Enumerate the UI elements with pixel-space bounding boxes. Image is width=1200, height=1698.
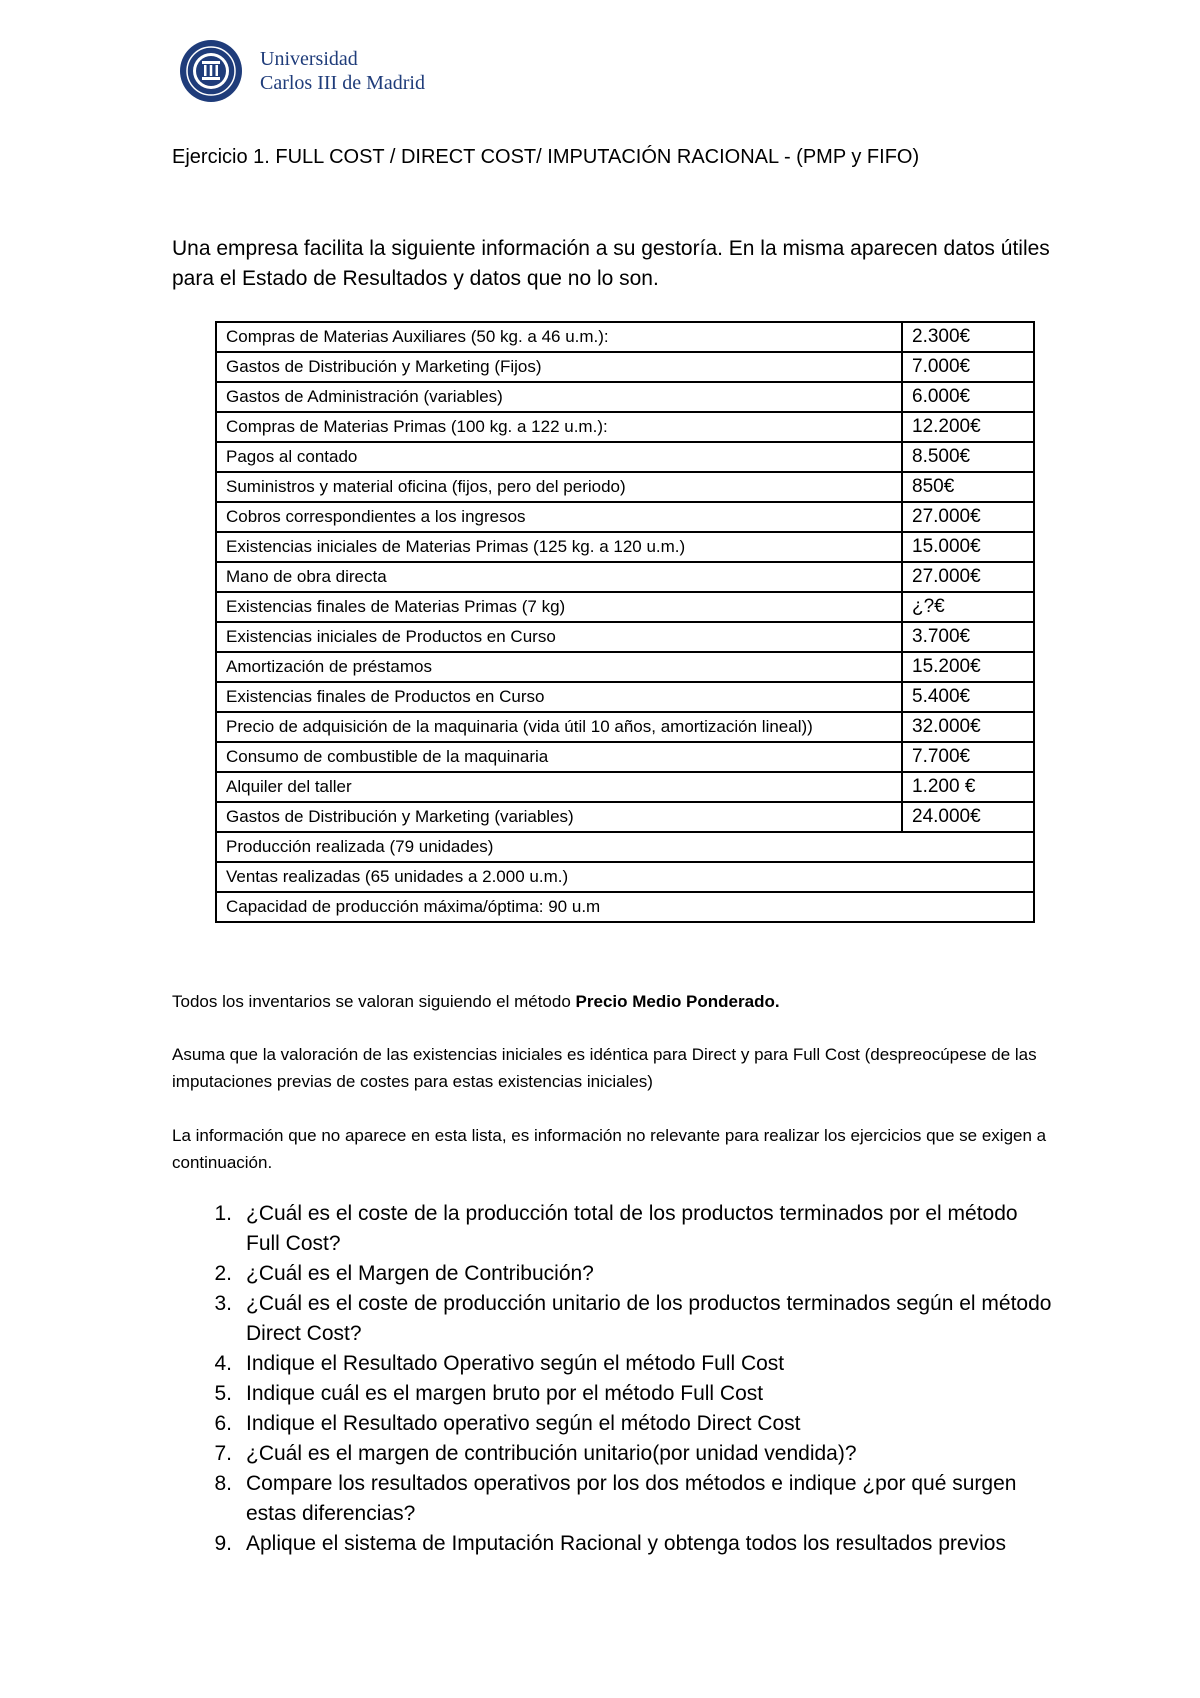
table-row-value: 12.200€ [902,412,1034,442]
table-row-label: Existencias finales de Productos en Curso [216,682,902,712]
table-row [216,892,1034,922]
question-item [172,1439,1052,1469]
table-row-value: 5.400€ [902,682,1034,712]
question-text: Indique cuál es el margen bruto por el método Full Cost [246,1382,764,1405]
table-row [216,442,1034,472]
university-name-line-1: Universidad [260,48,358,70]
table-row-value: 8.500€ [902,442,1034,472]
table-row [216,322,1034,352]
table-row [216,712,1034,742]
table-row-value: 6.000€ [902,382,1034,412]
question-number: 3. [214,1292,232,1315]
table-row [216,382,1034,412]
table-row [216,472,1034,502]
table-row [216,742,1034,772]
inventory-method-text: Todos los inventarios se valoran siguiendo el método [172,992,576,1011]
question-text: Indique el Resultado operativo según el método Direct Cost [246,1412,801,1435]
table-row-label: Compras de Materias Primas (100 kg. a 122 u.m.): [216,412,902,442]
table-row-value: 32.000€ [902,712,1034,742]
university-name [260,47,425,95]
question-item [172,1379,1052,1409]
table-row [216,802,1034,832]
table-summary-cell: Ventas realizadas (65 unidades a 2.000 u.m.) [216,862,1034,892]
university-seal-icon [178,38,244,104]
question-item [172,1469,1052,1529]
inventory-method-note [172,988,1052,1015]
table-row-label: Suministros y material oficina (fijos, pero del periodo) [216,472,902,502]
table-row-label: Existencias finales de Materias Primas (7 kg) [216,592,902,622]
table-row [216,562,1034,592]
table-row-label: Gastos de Administración (variables) [216,382,902,412]
table-row-value: ¿?€ [902,592,1034,622]
table-row-value: 27.000€ [902,502,1034,532]
question-item [172,1529,1052,1559]
table-row-value: 850€ [902,472,1034,502]
table-row [216,532,1034,562]
table-row [216,772,1034,802]
question-text: Aplique el sistema de Imputación Racional y obtenga todos los resultados previos [246,1532,1006,1555]
question-item [172,1259,1052,1289]
question-text: Indique el Resultado Operativo según el método Full Cost [246,1352,785,1375]
table-row-label: Gastos de Distribución y Marketing (Fijos) [216,352,902,382]
university-name-line-2: Carlos III de Madrid [260,72,425,94]
question-text: ¿Cuál es el margen de contribución unitario(por unidad vendida)? [246,1442,857,1465]
table-row-value: 15.200€ [902,652,1034,682]
table-row [216,502,1034,532]
table-summary-cell: Capacidad de producción máxima/óptima: 90 u.m [216,892,1034,922]
table-row-label: Existencias iniciales de Materias Primas (125 kg. a 120 u.m.) [216,532,902,562]
data-table-body [216,322,1034,922]
question-text: Compare los resultados operativos por los dos métodos e indique ¿por qué surgen estas diferencias? [246,1472,1017,1525]
table-summary-cell: Producción realizada (79 unidades) [216,832,1034,862]
question-item [172,1289,1052,1349]
irrelevant-info-note: La información que no aparece en esta lista, es información no relevante para realizar los ejercicios que se exigen a continuación. [172,1126,1047,1172]
table-row [216,622,1034,652]
table-row-label: Existencias iniciales de Productos en Curso [216,622,902,652]
table-row-value: 1.200 € [902,772,1034,802]
table-row-label: Precio de adquisición de la maquinaria (vida útil 10 años, amortización lineal)) [216,712,902,742]
exercise-title: Ejercicio 1. FULL COST / DIRECT COST/ IMPUTACIÓN RACIONAL - (PMP y FIFO) [172,146,920,168]
university-logo [178,38,425,104]
question-number: 5. [214,1382,232,1405]
question-text: ¿Cuál es el coste de la producción total de los productos terminados por el método Full Cost? [246,1202,1018,1255]
question-number: 1. [214,1202,232,1225]
questions-list [172,1199,1052,1559]
data-table [215,321,1035,923]
assumption-note: Asuma que la valoración de las existencias iniciales es idéntica para Direct y para Full Cost (despreocúpese de las imputaciones previas de costes para estas existencias iniciales) [172,1045,1037,1091]
table-row-value: 15.000€ [902,532,1034,562]
table-row-value: 3.700€ [902,622,1034,652]
table-row [216,352,1034,382]
intro-paragraph: Una empresa facilita la siguiente información a su gestoría. En la misma aparecen datos útiles para el Estado de Resultados y datos que no lo son. [172,237,1050,290]
question-number: 8. [214,1472,232,1495]
table-row-label: Mano de obra directa [216,562,902,592]
inventory-method-name: Precio Medio Ponderado. [575,992,780,1011]
question-text: ¿Cuál es el Margen de Contribución? [246,1262,594,1285]
table-row [216,652,1034,682]
question-item [172,1199,1052,1259]
question-number: 4. [214,1352,232,1375]
table-row-value: 2.300€ [902,322,1034,352]
table-row-label: Pagos al contado [216,442,902,472]
question-number: 2. [214,1262,232,1285]
question-item [172,1349,1052,1379]
table-row-label: Cobros correspondientes a los ingresos [216,502,902,532]
table-row [216,682,1034,712]
table-row-label: Amortización de préstamos [216,652,902,682]
question-number: 9. [214,1532,232,1555]
question-number: 6. [214,1412,232,1435]
table-row [216,592,1034,622]
table-row-value: 7.700€ [902,742,1034,772]
table-row-label: Alquiler del taller [216,772,902,802]
table-row-value: 7.000€ [902,352,1034,382]
table-row [216,832,1034,862]
table-row [216,412,1034,442]
table-row-value: 27.000€ [902,562,1034,592]
table-row-label: Consumo de combustible de la maquinaria [216,742,902,772]
question-text: ¿Cuál es el coste de producción unitario de los productos terminados según el método Direct Cost? [246,1292,1052,1345]
table-row-value: 24.000€ [902,802,1034,832]
table-row [216,862,1034,892]
question-number: 7. [214,1442,232,1465]
table-row-label: Gastos de Distribución y Marketing (variables) [216,802,902,832]
question-item [172,1409,1052,1439]
table-row-label: Compras de Materias Auxiliares (50 kg. a 46 u.m.): [216,322,902,352]
